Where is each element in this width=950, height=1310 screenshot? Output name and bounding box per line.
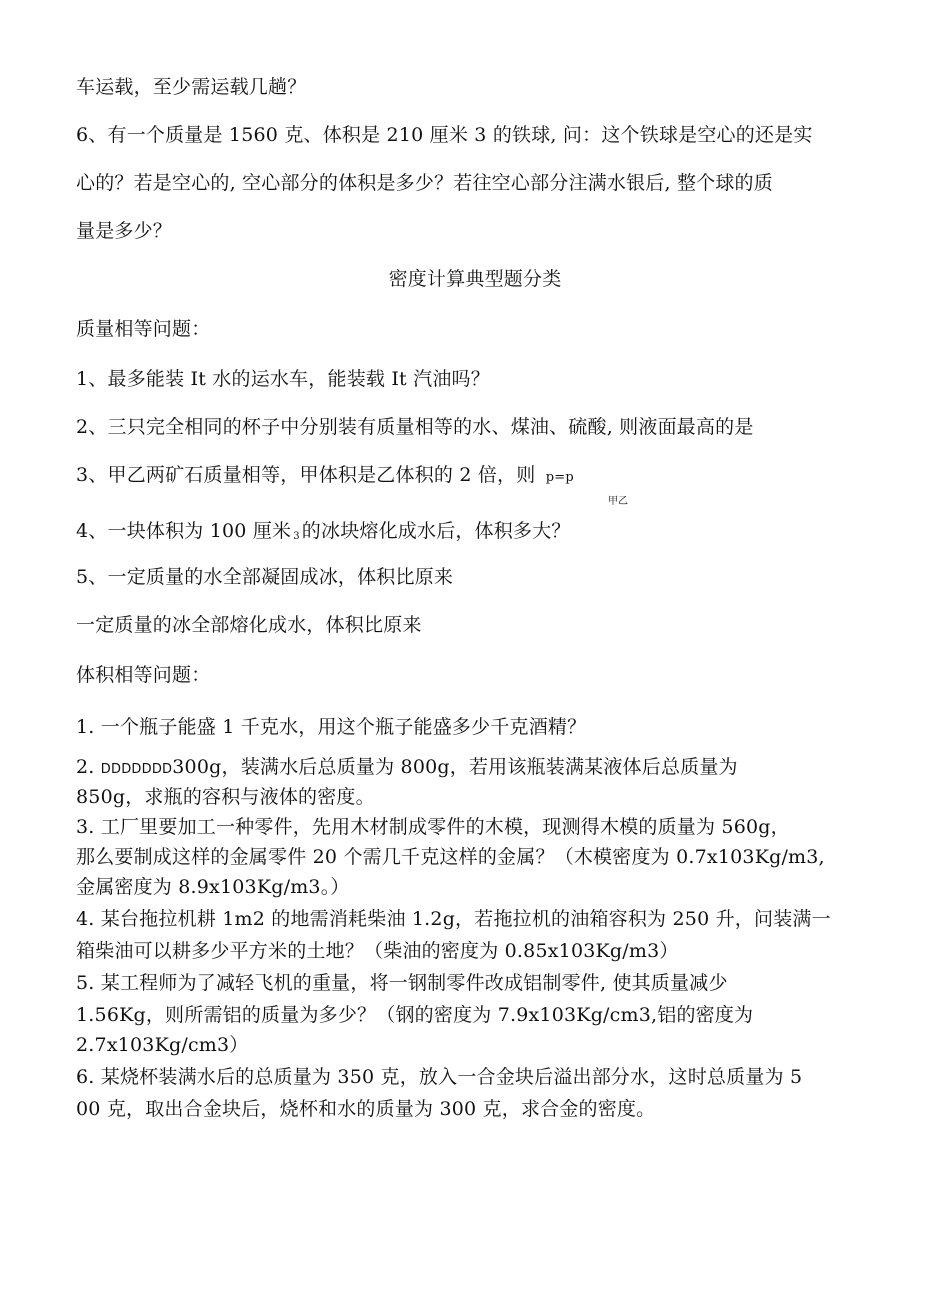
volume-problem-6-line-2: 00 克，取出合金块后，烧杯和水的质量为 300 克，求合金的密度。 xyxy=(76,1098,656,1120)
volume-equal-heading: 体积相等问题： xyxy=(76,664,211,686)
volume-problem-5-line-1: 5. 某工程师为了减轻飞机的重量，将一钢制零件改成铝制零件, 使其质量减少 xyxy=(76,972,728,994)
mass-question-2: 2、三只完全相同的杯子中分别装有质量相等的水、煤油、硫酸, 则液面最高的是 xyxy=(76,416,754,438)
volume-problem-3-line-1: 3. 工厂里要加工一种零件，先用木材制成零件的木模，现测得木模的质量为 560g， xyxy=(76,816,790,838)
mass-question-1: 1、最多能装 It 水的运水车，能装载 It 汽油吗？ xyxy=(76,368,490,390)
volume-problem-6-line-1: 6. 某烧杯装满水后的总质量为 350 克，放入一合金块后溢出部分水，这时总质量为 5 xyxy=(76,1066,803,1088)
question-6-line-3: 量是多少？ xyxy=(76,220,173,242)
mass-question-4-text-b: 的冰块熔化成水后，体积多大？ xyxy=(301,520,571,542)
missing-glyph-boxes: DDDDDDD xyxy=(100,762,173,777)
mass-question-5: 5、一定质量的水全部凝固成冰，体积比原来 xyxy=(76,566,454,588)
volume-problem-3-line-2: 那么要制成这样的金属零件 20 个需几千克这样的金属？（木模密度为 0.7x103Kg/m3, xyxy=(76,846,825,868)
section-title: 密度计算典型题分类 xyxy=(388,268,562,290)
cubic-unit-mark: 3 xyxy=(293,531,300,542)
text-line: 车运载，至少需运载几趟？ xyxy=(76,76,307,98)
volume-problem-4-line-2: 箱柴油可以耕多少平方米的土地？（柴油的密度为 0.85x103Kg/m3） xyxy=(76,940,679,962)
volume-problem-4-line-1: 4. 某台拖拉机耕 1m2 的地需消耗柴油 1.2g，若拖拉机的油箱容积为 250 升，问装满一 xyxy=(76,908,831,930)
mass-question-3-text: 3、甲乙两矿石质量相等，甲体积是乙体积的 2 倍，则 xyxy=(76,464,536,486)
volume-problem-3-line-3: 金属密度为 8.9x103Kg/m3。） xyxy=(76,876,350,898)
mass-question-3 xyxy=(76,464,574,489)
mass-equal-heading: 质量相等问题： xyxy=(76,318,211,340)
volume-problem-1: 1. 一个瓶子能盛 1 千克水，用这个瓶子能盛多少千克酒精？ xyxy=(76,716,587,738)
density-formula: p=p xyxy=(545,470,574,485)
volume-problem-2-number: 2. xyxy=(76,756,95,778)
volume-problem-2-text: 300g，装满水后总质量为 800g，若用该瓶装满某液体后总质量为 xyxy=(172,756,738,778)
mass-question-4-text-a: 4、一块体积为 100 厘米 xyxy=(76,520,292,542)
volume-problem-5-line-3: 2.7x103Kg/cm3） xyxy=(76,1034,249,1056)
formula-subscript: 甲乙 xyxy=(608,496,628,507)
question-6-line-1: 6、有一个质量是 1560 克、体积是 210 厘米 3 的铁球, 问：这个铁球是空心的还是实 xyxy=(76,124,813,146)
question-6-line-2: 心的？若是空心的, 空心部分的体积是多少？若往空心部分注满水银后, 整个球的质 xyxy=(76,172,773,194)
volume-problem-2-line-2: 850g，求瓶的容积与液体的密度。 xyxy=(76,786,375,808)
volume-problem-2-line-1 xyxy=(76,756,738,781)
mass-question-5b: 一定质量的冰全部熔化成水，体积比原来 xyxy=(76,614,422,636)
mass-question-4 xyxy=(76,520,571,548)
volume-problem-5-line-2: 1.56Kg，则所需铝的质量为多少？（钢的密度为 7.9x103Kg/cm3,铝的密度为 xyxy=(76,1004,754,1026)
